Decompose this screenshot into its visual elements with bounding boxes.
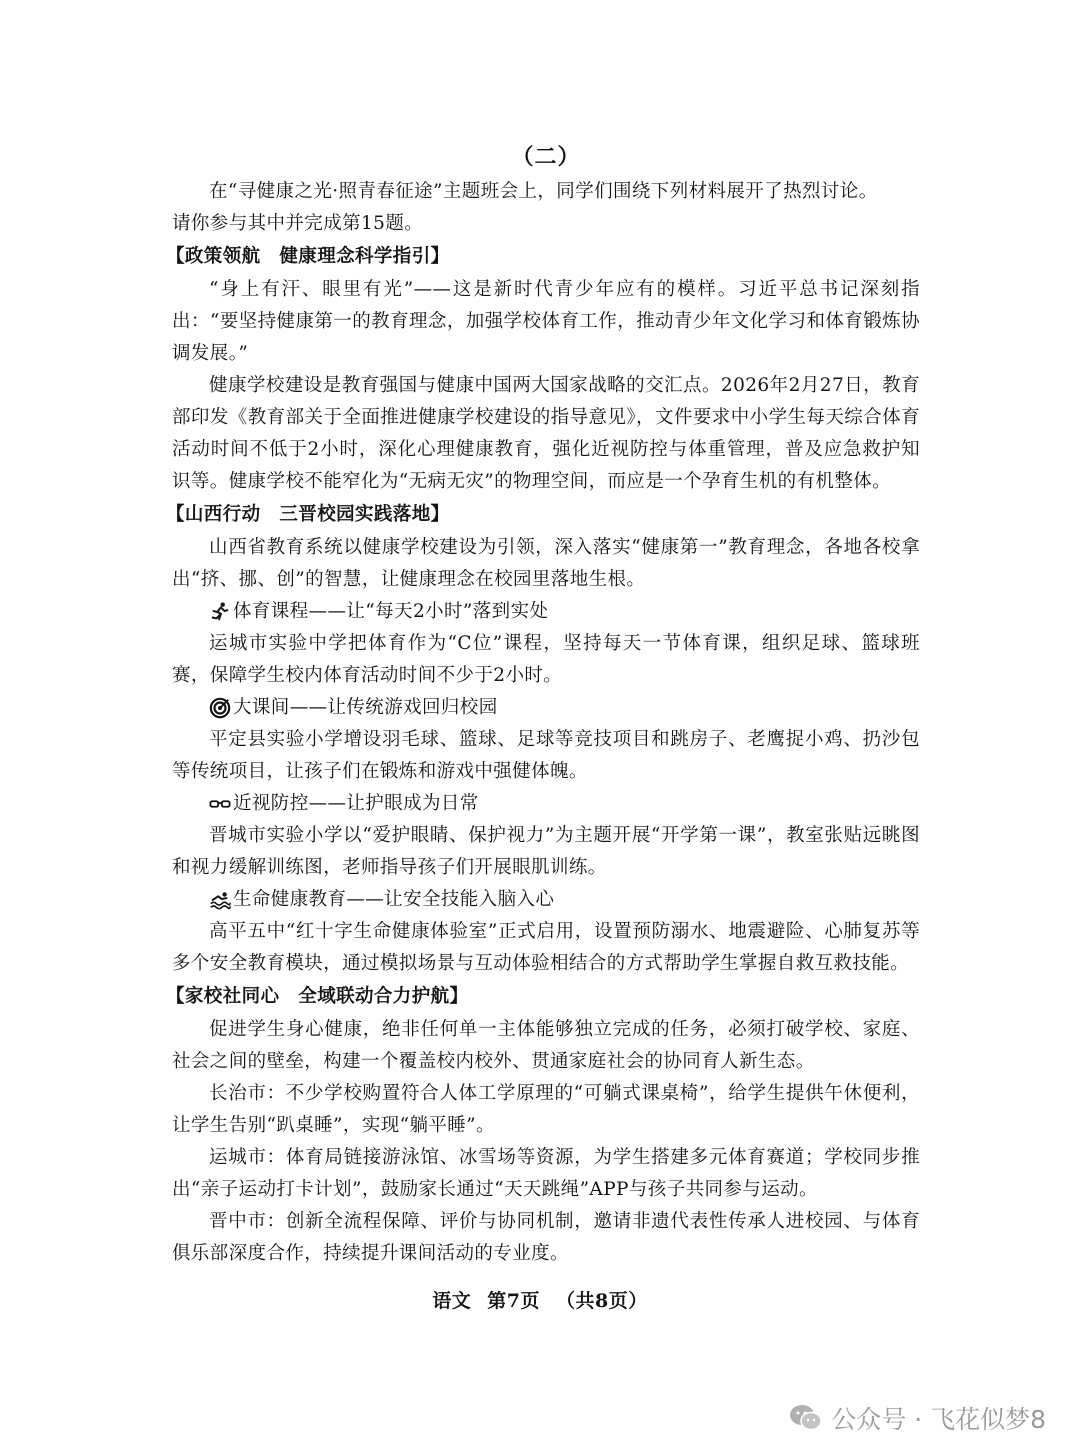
subheading-pe-course [172,596,920,628]
section-heading-policy: 【政策领航 健康理念科学指引】 [166,246,450,267]
paragraph: 促进学生身心健康，绝非任何单一主体能够独立完成的任务，必须打破学校、家庭、社会之间的壁垒，构建一个覆盖校内校外、贯通家庭社会的协同育人新生态。 [172,1019,920,1072]
paragraph: 运城市实验中学把体育作为“C位”课程，坚持每天一节体育课，组织足球、篮球班赛，保障学生校内体育活动时间不少于2小时。 [172,633,920,686]
paragraph: 平定县实验小学增设羽毛球、篮球、足球等竞技项目和跳房子、老鹰捉小鸡、扔沙包等传统项目，让孩子们在锻炼和游戏中强健体魄。 [172,729,920,782]
subheading-life-safety [172,884,920,916]
paragraph: 长治市：不少学校购置符合人体工学原理的“可躺式课桌椅”，给学生提供午休便利，让学生告别“趴桌睡”，实现“躺平睡”。 [172,1083,920,1136]
watermark-text: 公众号 · 飞花似梦8 [831,1405,1046,1434]
paragraph: 晋城市实验小学以“爱护眼睛、保护视力”为主题开展“开学第一课”，教室张贴远眺图和视力缓解训练图，老师指导孩子们开展眼肌训练。 [172,825,920,878]
footer-total: （共8页） [556,1290,648,1312]
intro-line-1: 在“寻健康之光·照青春征途”主题班会上，同学们围绕下列材料展开了热烈讨论。 [209,181,878,202]
paragraph: 晋中市：创新全流程保障、评价与协同机制，邀请非遗代表性传承人进校园、与体育俱乐部深度合作，持续提升课间活动的专业度。 [172,1211,920,1264]
footer-subject: 语文 [432,1290,472,1312]
subheading-text: 大课间——让传统游戏回归校园 [233,697,498,718]
exam-page [166,140,920,1270]
subheading-text: 体育课程——让“每天2小时”落到实处 [233,601,549,622]
paragraph: 山西省教育系统以健康学校建设为引领，深入落实“健康第一”教育理念，各地各校拿出“挤、挪、创”的智慧，让健康理念在校园里落地生根。 [172,537,920,590]
part-title: （二） [511,144,581,170]
subheading-text: 近视防控——让护眼成为日常 [233,793,479,814]
wechat-icon [789,1403,823,1433]
section-heading-collaboration: 【家校社同心 全域联动合力护航】 [166,986,469,1007]
swimmer-icon [209,889,231,911]
paragraph: 运城市：体育局链接游泳馆、冰雪场等资源，为学生搭建多元体育赛道；学校同步推出“亲子运动打卡计划”，鼓励家长通过“天天跳绳”APP与孩子共同参与运动。 [172,1147,920,1200]
paragraph: 高平五中“红十字生命健康体验室”正式启用，设置预防溺水、地震避险、心肺复苏等多个安全教育模块，通过模拟场景与互动体验相结合的方式帮助学生掌握自救互救技能。 [172,921,920,974]
section-heading-shanxi: 【山西行动 三晋校园实践落地】 [166,504,450,525]
paragraph: 健康学校建设是教育强国与健康中国两大国家战略的交汇点。2026年2月27日，教育部印发《教育部关于全面推进健康学校建设的指导意见》，文件要求中小学生每天综合体育活动时间不低于2小时，深化心理健康教育，强化近视防控与体重管理，普及应急救护知识等。健康学校不能窄化为“无病无灾”的物理空间，而应是一个孕育生机的有机整体。 [172,375,920,492]
runner-icon [209,601,231,623]
footer-page: 第7页 [487,1290,540,1312]
page-footer [0,1286,1080,1313]
watermark [789,1400,1046,1436]
subheading-text: 生命健康教育——让安全技能入脑入心 [233,889,555,910]
subheading-myopia [172,788,920,820]
glasses-icon [209,793,231,815]
target-icon [209,697,231,719]
intro-line-2: 请你参与其中并完成第15题。 [172,213,424,234]
subheading-big-break [172,692,920,724]
paragraph: “身上有汗、眼里有光”——这是新时代青少年应有的模样。习近平总书记深刻指出：“要坚持健康第一的教育理念，加强学校体育工作，推动青少年文化学习和体育锻炼协调发展。” [172,279,920,364]
